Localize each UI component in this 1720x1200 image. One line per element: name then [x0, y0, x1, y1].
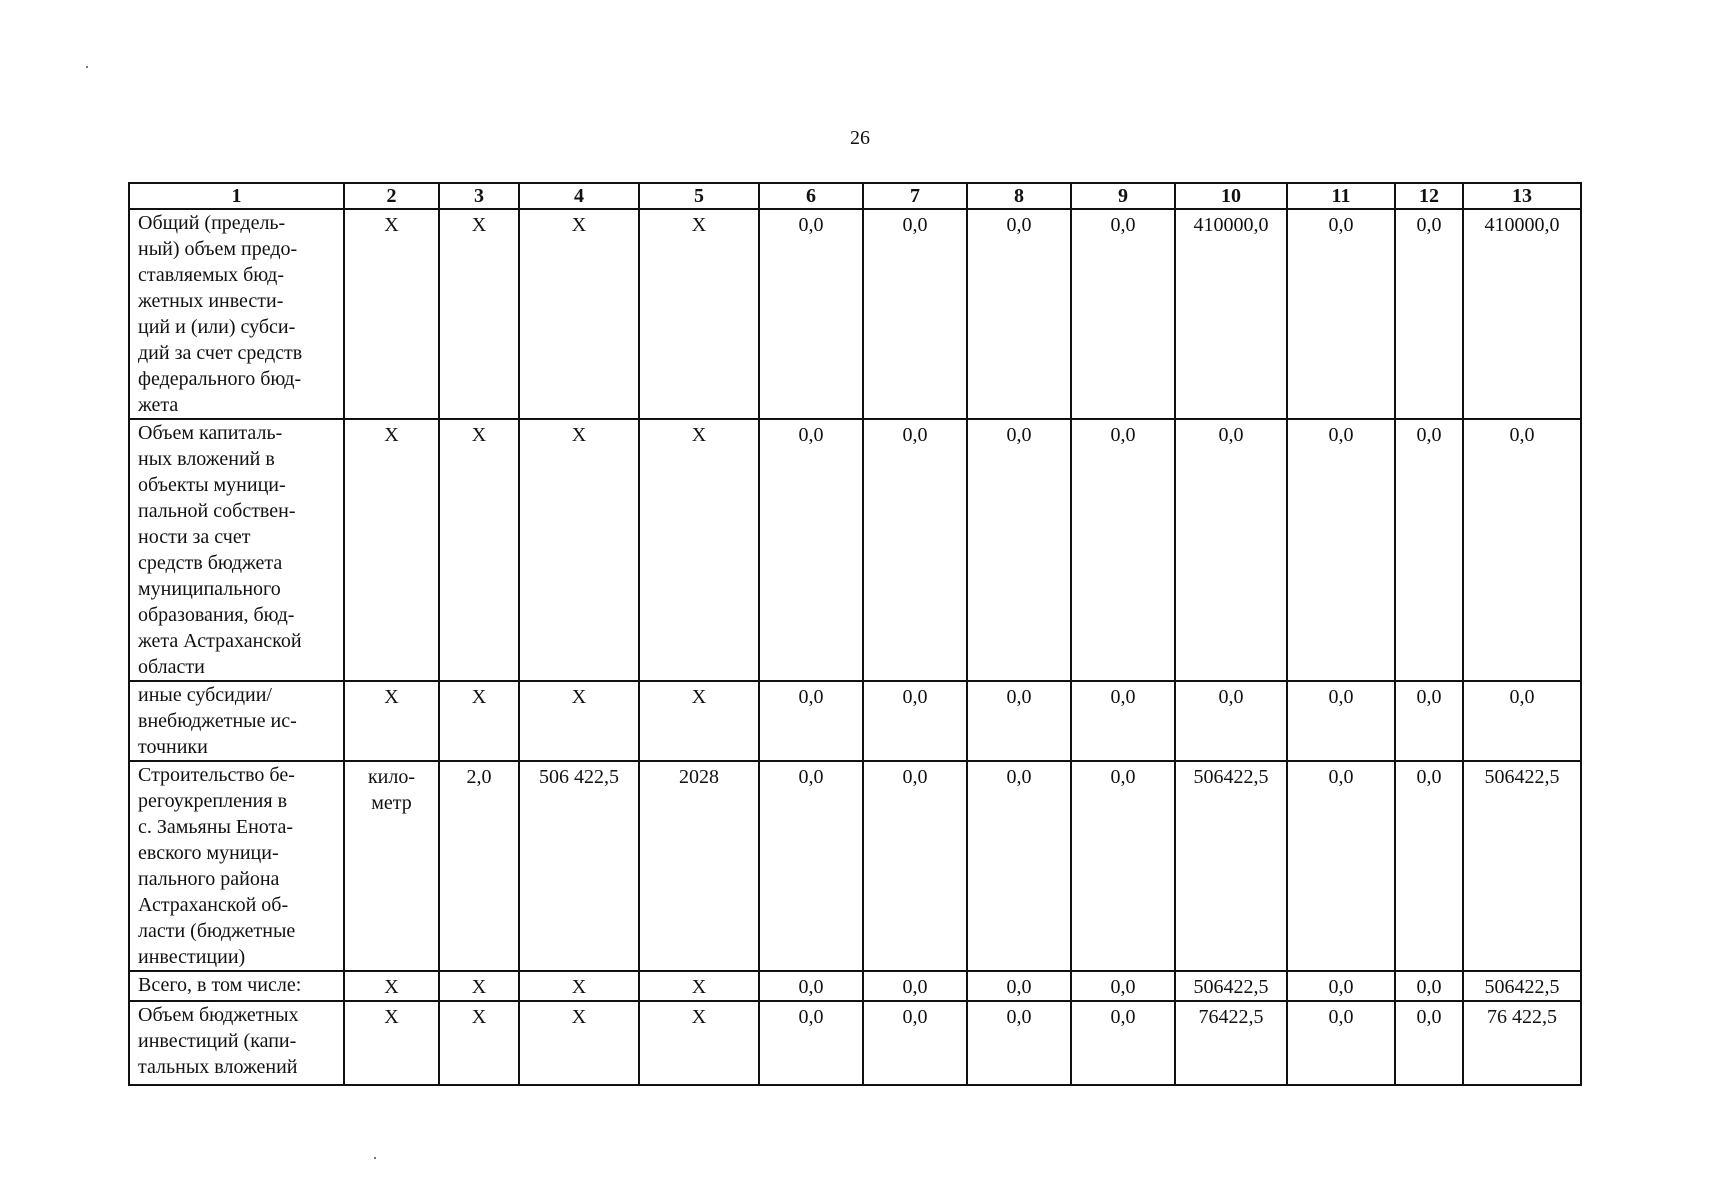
table-row: [129, 681, 1581, 761]
table-cell: 506422,5: [1463, 971, 1581, 1001]
table-cell: X: [639, 209, 759, 419]
table-cell: 506 422,5: [519, 761, 639, 971]
table-cell: X: [439, 681, 519, 761]
table-cell: 506422,5: [1175, 971, 1287, 1001]
column-header: 12: [1395, 183, 1463, 209]
table-cell: X: [344, 209, 439, 419]
table-cell: X: [344, 419, 439, 681]
table-header: [129, 183, 1581, 209]
row-label: Объем бюджетных инвестиций (капи- тальных вложений: [129, 1001, 344, 1085]
table-cell: 0,0: [1395, 681, 1463, 761]
column-header: 7: [863, 183, 967, 209]
table-cell: 0,0: [863, 971, 967, 1001]
table-cell: 0,0: [1395, 419, 1463, 681]
table-cell: 0,0: [1463, 681, 1581, 761]
budget-table: [128, 182, 1582, 1086]
table-cell: 0,0: [863, 681, 967, 761]
table-cell: 76 422,5: [1463, 1001, 1581, 1085]
row-label: Объем капиталь- ных вложений в объекты муници- пальной собствен- ности за счет средств бюджета муниципального образования, бюд- жета Астраханской области: [129, 419, 344, 681]
row-label: Всего, в том числе:: [129, 971, 344, 1001]
page-number: 26: [850, 127, 870, 149]
table-cell: X: [344, 1001, 439, 1085]
column-header: 6: [759, 183, 863, 209]
table-cell: 0,0: [1287, 761, 1395, 971]
scan-speck: [86, 66, 88, 68]
column-header: 3: [439, 183, 519, 209]
row-label: Строительство бе- регоукрепления в с. Замьяны Енота- евского муници- пального района Астраханской об- ласти (бюджетные инвестиции): [129, 761, 344, 971]
table-cell: 0,0: [1287, 681, 1395, 761]
table-cell: X: [439, 1001, 519, 1085]
table-cell: 0,0: [759, 419, 863, 681]
row-label: Общий (предель- ный) объем предо- ставляемых бюд- жетных инвести- ций и (или) субси- дий за счет средств федерального бюд- жета: [129, 209, 344, 419]
table-cell: 0,0: [1463, 419, 1581, 681]
column-header: 5: [639, 183, 759, 209]
table-cell: 0,0: [967, 419, 1071, 681]
table-cell: X: [519, 419, 639, 681]
column-header: 2: [344, 183, 439, 209]
table-row: [129, 419, 1581, 681]
table-row: [129, 971, 1581, 1001]
table-cell: 0,0: [863, 1001, 967, 1085]
table-cell: 506422,5: [1463, 761, 1581, 971]
table-cell: 0,0: [967, 209, 1071, 419]
table-cell: X: [519, 681, 639, 761]
table-cell: 0,0: [1287, 971, 1395, 1001]
table-cell: X: [519, 209, 639, 419]
table-cell: 0,0: [1071, 419, 1175, 681]
table-cell: X: [344, 971, 439, 1001]
table-cell: 0,0: [967, 761, 1071, 971]
table-cell: X: [439, 971, 519, 1001]
table-cell: 410000,0: [1175, 209, 1287, 419]
column-header: 10: [1175, 183, 1287, 209]
table-cell: 0,0: [967, 971, 1071, 1001]
table-cell: 0,0: [1395, 761, 1463, 971]
table-cell: X: [639, 419, 759, 681]
table-cell: X: [439, 209, 519, 419]
table-cell: 0,0: [759, 761, 863, 971]
table-cell: 0,0: [759, 1001, 863, 1085]
table-cell: X: [639, 1001, 759, 1085]
table-cell: 0,0: [967, 1001, 1071, 1085]
column-header: 4: [519, 183, 639, 209]
table-cell: 0,0: [759, 209, 863, 419]
table-cell: 0,0: [1175, 419, 1287, 681]
table-cell: 0,0: [1071, 971, 1175, 1001]
table-cell: 76422,5: [1175, 1001, 1287, 1085]
table-body: [129, 209, 1581, 1085]
column-header: 8: [967, 183, 1071, 209]
table-cell: 0,0: [1175, 681, 1287, 761]
table-cell: 0,0: [1287, 419, 1395, 681]
table-cell: X: [519, 1001, 639, 1085]
table-cell: 0,0: [967, 681, 1071, 761]
table-cell: 0,0: [759, 971, 863, 1001]
table-cell: 0,0: [1395, 1001, 1463, 1085]
table-cell: X: [439, 419, 519, 681]
column-header: 9: [1071, 183, 1175, 209]
column-header: 1: [129, 183, 344, 209]
table-row: [129, 761, 1581, 971]
table-cell: X: [639, 971, 759, 1001]
table-cell: 0,0: [863, 761, 967, 971]
table-cell: X: [519, 971, 639, 1001]
table-cell: 0,0: [1071, 761, 1175, 971]
column-header: 11: [1287, 183, 1395, 209]
table-cell: 0,0: [1071, 1001, 1175, 1085]
header-row: [129, 183, 1581, 209]
table-cell: X: [639, 681, 759, 761]
table-row: [129, 209, 1581, 419]
table-cell: 0,0: [1395, 209, 1463, 419]
table-cell: кило- метр: [344, 761, 439, 971]
table-cell: 0,0: [863, 209, 967, 419]
table-cell: X: [344, 681, 439, 761]
table-cell: 0,0: [759, 681, 863, 761]
column-header: 13: [1463, 183, 1581, 209]
table-cell: 0,0: [1071, 209, 1175, 419]
table-cell: 506422,5: [1175, 761, 1287, 971]
table-cell: 0,0: [863, 419, 967, 681]
table-cell: 410000,0: [1463, 209, 1581, 419]
row-label: иные субсидии/ внебюджетные ис- точники: [129, 681, 344, 761]
table-cell: 0,0: [1071, 681, 1175, 761]
scan-speck: [374, 1157, 376, 1159]
table-row: [129, 1001, 1581, 1085]
table-cell: 2,0: [439, 761, 519, 971]
table-cell: 0,0: [1287, 209, 1395, 419]
table-cell: 2028: [639, 761, 759, 971]
table-cell: 0,0: [1287, 1001, 1395, 1085]
table-cell: 0,0: [1395, 971, 1463, 1001]
